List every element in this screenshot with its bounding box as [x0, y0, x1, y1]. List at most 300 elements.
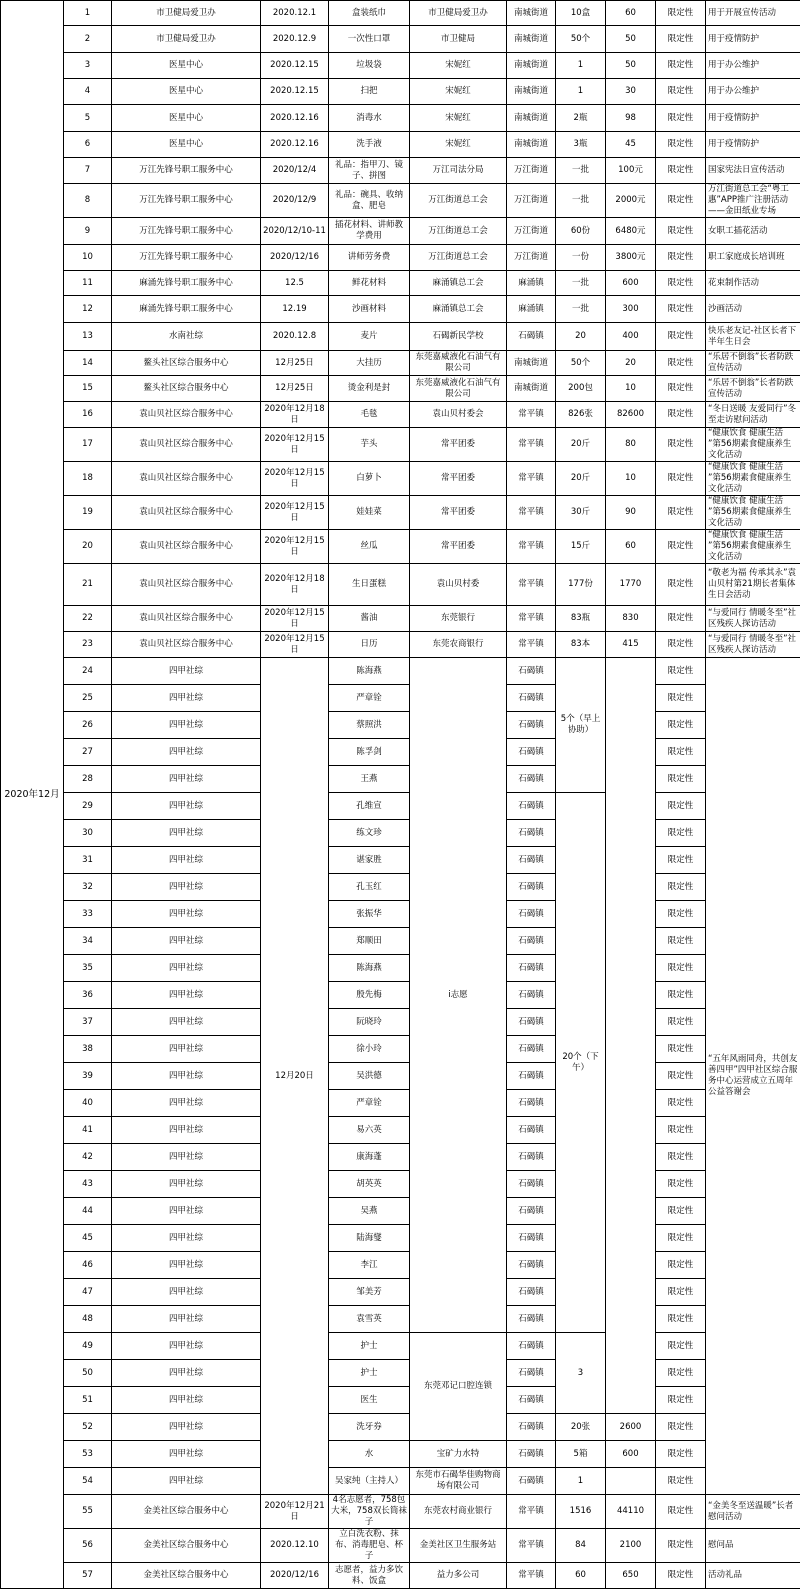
type-cell: 限定性: [656, 1387, 706, 1414]
qty-cell: 826张: [556, 402, 606, 428]
purpose-cell: 活动礼品: [706, 1563, 800, 1589]
no-cell: 33: [64, 901, 112, 928]
qty-cell: 60份: [556, 218, 606, 245]
no-cell: 55: [64, 1495, 112, 1529]
table-row: [1, 1529, 800, 1563]
date-cell: 2020年12月18日: [261, 402, 329, 428]
no-cell: 40: [64, 1090, 112, 1117]
date-cell: 2020.12.1: [261, 1, 329, 26]
unit-cell: 四甲社综: [112, 1414, 261, 1441]
town-cell: 南城街道: [507, 376, 556, 402]
type-cell: 限定性: [656, 402, 706, 428]
table-row: [1, 1036, 800, 1063]
item-cell: 殷先梅: [329, 982, 410, 1009]
qty-cell: 1: [556, 79, 606, 105]
donor-cell: 常平团委: [410, 530, 507, 564]
donor-cell: 万江司法分局: [410, 158, 507, 184]
item-cell: 严章铨: [329, 685, 410, 712]
month-cell: 2020年12月: [1, 1, 64, 1589]
no-cell: 4: [64, 79, 112, 105]
town-cell: 常平镇: [507, 1563, 556, 1589]
town-cell: 常平镇: [507, 564, 556, 606]
table-row: [1, 26, 800, 53]
type-cell: 限定性: [656, 564, 706, 606]
unit-cell: 四甲社综: [112, 1144, 261, 1171]
item-cell: 白萝卜: [329, 462, 410, 496]
qty-cell: 10盒: [556, 1, 606, 26]
table-row: [1, 847, 800, 874]
amount-cell: 60: [606, 530, 656, 564]
date-cell: 12月25日: [261, 351, 329, 376]
table-row: [1, 530, 800, 564]
town-cell: 石碣镇: [507, 1279, 556, 1306]
type-cell: 限定性: [656, 1306, 706, 1333]
no-cell: 16: [64, 402, 112, 428]
qty-cell: 60: [556, 1563, 606, 1589]
table-row: [1, 1225, 800, 1252]
item-cell: 郑顺田: [329, 928, 410, 955]
type-cell: 限定性: [656, 271, 706, 296]
unit-cell: 四甲社综: [112, 739, 261, 766]
date-cell: 2020年12月15日: [261, 632, 329, 658]
no-cell: 17: [64, 428, 112, 462]
table-body: [1, 1, 800, 1589]
unit-cell: 袁山贝社区综合服务中心: [112, 462, 261, 496]
qty-cell: 84: [556, 1529, 606, 1563]
type-cell: 限定性: [656, 874, 706, 901]
town-cell: 石碣镇: [507, 1225, 556, 1252]
town-cell: 常平镇: [507, 1495, 556, 1529]
unit-cell: 金美社区综合服务中心: [112, 1529, 261, 1563]
type-cell: 限定性: [656, 1171, 706, 1198]
town-cell: 石碣镇: [507, 1414, 556, 1441]
type-cell: 限定性: [656, 323, 706, 351]
donor-cell: 万江街道总工会: [410, 245, 507, 271]
no-cell: 44: [64, 1198, 112, 1225]
town-cell: 石碣镇: [507, 1171, 556, 1198]
town-cell: 石碣镇: [507, 766, 556, 793]
amount-cell: 80: [606, 428, 656, 462]
type-cell: 限定性: [656, 1333, 706, 1360]
town-cell: 常平镇: [507, 428, 556, 462]
purpose-cell: 花束制作活动: [706, 271, 800, 296]
unit-cell: 四甲社综: [112, 1441, 261, 1468]
qty-cell: 20: [556, 323, 606, 351]
amount-cell: 415: [606, 632, 656, 658]
item-cell: 洗手液: [329, 132, 410, 158]
amount-cell: 82600: [606, 402, 656, 428]
no-cell: 21: [64, 564, 112, 606]
qty-cell: 83瓶: [556, 606, 606, 632]
item-cell: 医生: [329, 1387, 410, 1414]
amount-cell: 44110: [606, 1495, 656, 1529]
table-row: [1, 296, 800, 323]
qty-cell: 一批: [556, 158, 606, 184]
type-cell: 限定性: [656, 955, 706, 982]
unit-cell: 万江先锋号职工服务中心: [112, 158, 261, 184]
item-cell: 阮晓玲: [329, 1009, 410, 1036]
purpose-cell: “冬日送暖 友爱同行”冬至走访慰问活动: [706, 402, 800, 428]
town-cell: 常平镇: [507, 496, 556, 530]
town-cell: 石碣镇: [507, 1441, 556, 1468]
item-cell: 陈孚剑: [329, 739, 410, 766]
item-cell: 毛毯: [329, 402, 410, 428]
town-cell: 石碣镇: [507, 1144, 556, 1171]
type-cell: 限定性: [656, 105, 706, 132]
unit-cell: 鳌头社区综合服务中心: [112, 376, 261, 402]
date-cell: 2020/12/16: [261, 1563, 329, 1589]
table-row: [1, 955, 800, 982]
amount-cell: 2100: [606, 1529, 656, 1563]
no-cell: 48: [64, 1306, 112, 1333]
table-row: [1, 564, 800, 606]
no-cell: 28: [64, 766, 112, 793]
unit-cell: 医星中心: [112, 53, 261, 79]
no-cell: 5: [64, 105, 112, 132]
purpose-cell: 用于办公维护: [706, 53, 800, 79]
item-cell: 礼品：指甲刀、镜子、拼图: [329, 158, 410, 184]
donor-cell: 常平团委: [410, 428, 507, 462]
purpose-cell: 用于疫情防护: [706, 26, 800, 53]
item-cell: 日历: [329, 632, 410, 658]
town-cell: 常平镇: [507, 462, 556, 496]
item-cell: 蔡照洪: [329, 712, 410, 739]
qty-cell: 一批: [556, 271, 606, 296]
town-cell: 常平镇: [507, 632, 556, 658]
donor-cell: i志愿: [410, 658, 507, 1333]
unit-cell: 袁山贝社区综合服务中心: [112, 496, 261, 530]
item-cell: 孔玉红: [329, 874, 410, 901]
town-cell: 石碣镇: [507, 1009, 556, 1036]
unit-cell: 袁山贝社区综合服务中心: [112, 428, 261, 462]
no-cell: 43: [64, 1171, 112, 1198]
type-cell: 限定性: [656, 79, 706, 105]
item-cell: 张振华: [329, 901, 410, 928]
qty-cell: 30斤: [556, 496, 606, 530]
type-cell: 限定性: [656, 1529, 706, 1563]
qty-cell: 20张: [556, 1414, 606, 1441]
purpose-cell: 万江街道总工会“粤工惠”APP推广注册活动——金田纸业专场: [706, 184, 800, 218]
item-cell: 胡英英: [329, 1171, 410, 1198]
item-cell: 水: [329, 1441, 410, 1468]
unit-cell: 袁山贝社区综合服务中心: [112, 632, 261, 658]
qty-cell: 5个（早上协助）: [556, 658, 606, 793]
no-cell: 34: [64, 928, 112, 955]
item-cell: 盒装纸巾: [329, 1, 410, 26]
no-cell: 3: [64, 53, 112, 79]
purpose-cell: “敬老为福 传承其永”袁山贝村第21期长者集体生日会活动: [706, 564, 800, 606]
item-cell: 鲜花材料: [329, 271, 410, 296]
table-row: [1, 874, 800, 901]
town-cell: 麻涌镇: [507, 271, 556, 296]
donor-cell: 东莞银行: [410, 606, 507, 632]
date-cell: 2020.12.8: [261, 323, 329, 351]
table-row: [1, 1306, 800, 1333]
no-cell: 39: [64, 1063, 112, 1090]
item-cell: 插花材料、讲师教学费用: [329, 218, 410, 245]
unit-cell: 四甲社综: [112, 955, 261, 982]
donor-cell: 石碣新民学校: [410, 323, 507, 351]
qty-cell: 1516: [556, 1495, 606, 1529]
purpose-cell: “五年风雨同舟，共创友善四甲”四甲社区综合服务中心运营成立五周年公益答谢会: [706, 658, 800, 1495]
no-cell: 38: [64, 1036, 112, 1063]
unit-cell: 袁山贝社区综合服务中心: [112, 402, 261, 428]
table-row: [1, 351, 800, 376]
date-cell: 12.19: [261, 296, 329, 323]
no-cell: 54: [64, 1468, 112, 1495]
purpose-cell: “金美冬至送温暖”长者慰问活动: [706, 1495, 800, 1529]
unit-cell: 万江先锋号职工服务中心: [112, 245, 261, 271]
item-cell: 严章铨: [329, 1090, 410, 1117]
town-cell: 常平镇: [507, 530, 556, 564]
amount-cell: 3800元: [606, 245, 656, 271]
unit-cell: 万江先锋号职工服务中心: [112, 184, 261, 218]
no-cell: 10: [64, 245, 112, 271]
unit-cell: 四甲社综: [112, 1468, 261, 1495]
purpose-cell: “健康饮食 健康生活 ”第56期素食健康养生文化活动: [706, 462, 800, 496]
town-cell: 南城街道: [507, 351, 556, 376]
town-cell: 石碣镇: [507, 847, 556, 874]
table-row: [1, 158, 800, 184]
type-cell: 限定性: [656, 820, 706, 847]
unit-cell: 四甲社综: [112, 901, 261, 928]
table-row: [1, 1360, 800, 1387]
qty-cell: 200包: [556, 376, 606, 402]
qty-cell: 20斤: [556, 462, 606, 496]
type-cell: 限定性: [656, 1, 706, 26]
type-cell: 限定性: [656, 1279, 706, 1306]
table-row: [1, 820, 800, 847]
amount-cell: 50: [606, 53, 656, 79]
unit-cell: 四甲社综: [112, 820, 261, 847]
item-cell: 酱油: [329, 606, 410, 632]
amount-cell: 30: [606, 79, 656, 105]
type-cell: 限定性: [656, 1441, 706, 1468]
type-cell: 限定性: [656, 1414, 706, 1441]
town-cell: 万江街道: [507, 218, 556, 245]
type-cell: 限定性: [656, 462, 706, 496]
table-row: [1, 1563, 800, 1589]
table-row: [1, 218, 800, 245]
unit-cell: 四甲社综: [112, 1198, 261, 1225]
item-cell: 康海蓬: [329, 1144, 410, 1171]
table-row: [1, 712, 800, 739]
town-cell: 石碣镇: [507, 820, 556, 847]
unit-cell: 医星中心: [112, 79, 261, 105]
item-cell: 吴家纯（主持人）: [329, 1468, 410, 1495]
no-cell: 6: [64, 132, 112, 158]
table-row: [1, 271, 800, 296]
donor-cell: 宋妮红: [410, 105, 507, 132]
town-cell: 南城街道: [507, 1, 556, 26]
table-row: [1, 1414, 800, 1441]
purpose-cell: 用于开展宣传活动: [706, 1, 800, 26]
purpose-cell: 用于疫情防护: [706, 132, 800, 158]
no-cell: 23: [64, 632, 112, 658]
town-cell: 石碣镇: [507, 1036, 556, 1063]
qty-cell: 一批: [556, 296, 606, 323]
table-row: [1, 1495, 800, 1529]
amount-cell: 100元: [606, 158, 656, 184]
type-cell: 限定性: [656, 632, 706, 658]
type-cell: 限定性: [656, 685, 706, 712]
amount-cell: 90: [606, 496, 656, 530]
table-row: [1, 1, 800, 26]
table-row: [1, 323, 800, 351]
purpose-cell: 女职工插花活动: [706, 218, 800, 245]
unit-cell: 四甲社综: [112, 1306, 261, 1333]
unit-cell: 四甲社综: [112, 1117, 261, 1144]
type-cell: 限定性: [656, 496, 706, 530]
no-cell: 27: [64, 739, 112, 766]
table-row: [1, 1171, 800, 1198]
qty-cell: 15斤: [556, 530, 606, 564]
purpose-cell: 用于疫情防护: [706, 105, 800, 132]
town-cell: 石碣镇: [507, 685, 556, 712]
type-cell: 限定性: [656, 1117, 706, 1144]
donor-cell: 麻涌镇总工会: [410, 271, 507, 296]
purpose-cell: 职工家庭成长培训班: [706, 245, 800, 271]
no-cell: 29: [64, 793, 112, 820]
table-row: [1, 1198, 800, 1225]
type-cell: 限定性: [656, 658, 706, 685]
no-cell: 41: [64, 1117, 112, 1144]
town-cell: 石碣镇: [507, 739, 556, 766]
town-cell: 石碣镇: [507, 1090, 556, 1117]
item-cell: 消毒水: [329, 105, 410, 132]
item-cell: 李江: [329, 1252, 410, 1279]
no-cell: 50: [64, 1360, 112, 1387]
type-cell: 限定性: [656, 766, 706, 793]
amount-cell: 650: [606, 1563, 656, 1589]
item-cell: 礼品：碗具、收纳盒、肥皂: [329, 184, 410, 218]
table-row: [1, 658, 800, 685]
table-row: [1, 901, 800, 928]
date-cell: 2020.12.16: [261, 105, 329, 132]
type-cell: 限定性: [656, 26, 706, 53]
unit-cell: 四甲社综: [112, 928, 261, 955]
amount-cell: 10: [606, 462, 656, 496]
town-cell: 麻涌镇: [507, 296, 556, 323]
qty-cell: 20个（下午）: [556, 793, 606, 1333]
item-cell: 邹美芳: [329, 1279, 410, 1306]
no-cell: 7: [64, 158, 112, 184]
town-cell: 常平镇: [507, 402, 556, 428]
type-cell: 限定性: [656, 1468, 706, 1495]
date-cell: 2020.12.15: [261, 53, 329, 79]
no-cell: 35: [64, 955, 112, 982]
town-cell: 南城街道: [507, 105, 556, 132]
type-cell: 限定性: [656, 245, 706, 271]
donor-cell: 袁山贝村委会: [410, 402, 507, 428]
unit-cell: 袁山贝社区综合服务中心: [112, 530, 261, 564]
unit-cell: 袁山贝社区综合服务中心: [112, 564, 261, 606]
unit-cell: 四甲社综: [112, 766, 261, 793]
amount-cell: 300: [606, 296, 656, 323]
donor-cell: 宝矿力水特: [410, 1441, 507, 1468]
item-cell: 练文珍: [329, 820, 410, 847]
purpose-cell: 沙画活动: [706, 296, 800, 323]
table-row: [1, 462, 800, 496]
qty-cell: 3瓶: [556, 132, 606, 158]
type-cell: 限定性: [656, 132, 706, 158]
item-cell: 吴洪德: [329, 1063, 410, 1090]
type-cell: 限定性: [656, 793, 706, 820]
unit-cell: 四甲社综: [112, 1333, 261, 1360]
town-cell: 常平镇: [507, 606, 556, 632]
type-cell: 限定性: [656, 1225, 706, 1252]
town-cell: 石碣镇: [507, 1387, 556, 1414]
unit-cell: 市卫健局爱卫办: [112, 26, 261, 53]
date-cell: 2020年12月15日: [261, 428, 329, 462]
town-cell: 石碣镇: [507, 1252, 556, 1279]
item-cell: 芋头: [329, 428, 410, 462]
donor-cell: 市卫健局: [410, 26, 507, 53]
town-cell: 石碣镇: [507, 1360, 556, 1387]
donor-cell: 常平团委: [410, 496, 507, 530]
table-row: [1, 1144, 800, 1171]
table-row: [1, 606, 800, 632]
donor-cell: 万江街道总工会: [410, 218, 507, 245]
donor-cell: 东莞嘉威液化石油气有限公司: [410, 351, 507, 376]
type-cell: 限定性: [656, 1198, 706, 1225]
unit-cell: 四甲社综: [112, 1063, 261, 1090]
item-cell: 护士: [329, 1360, 410, 1387]
no-cell: 47: [64, 1279, 112, 1306]
amount-cell: 400: [606, 323, 656, 351]
town-cell: 石碣镇: [507, 982, 556, 1009]
amount-cell: 600: [606, 271, 656, 296]
town-cell: 石碣镇: [507, 1333, 556, 1360]
amount-cell: 2600: [606, 1414, 656, 1441]
donor-cell: 金美社区卫生服务站: [410, 1529, 507, 1563]
no-cell: 19: [64, 496, 112, 530]
type-cell: 限定性: [656, 712, 706, 739]
item-cell: 烫金利是封: [329, 376, 410, 402]
town-cell: 石碣镇: [507, 1063, 556, 1090]
date-cell: 2020.12.9: [261, 26, 329, 53]
table-row: [1, 1441, 800, 1468]
qty-cell: 一批: [556, 184, 606, 218]
item-cell: 谌家胜: [329, 847, 410, 874]
donor-cell: 万江街道总工会: [410, 184, 507, 218]
amount-cell: 45: [606, 132, 656, 158]
type-cell: 限定性: [656, 376, 706, 402]
amount-cell: 830: [606, 606, 656, 632]
type-cell: 限定性: [656, 928, 706, 955]
purpose-cell: “健康饮食 健康生活 ”第56期素食健康养生文化活动: [706, 428, 800, 462]
town-cell: 常平镇: [507, 1529, 556, 1563]
type-cell: 限定性: [656, 1495, 706, 1529]
unit-cell: 医星中心: [112, 132, 261, 158]
no-cell: 13: [64, 323, 112, 351]
no-cell: 53: [64, 1441, 112, 1468]
no-cell: 56: [64, 1529, 112, 1563]
unit-cell: 万江先锋号职工服务中心: [112, 218, 261, 245]
table-row: [1, 1090, 800, 1117]
item-cell: 志愿者，益力多饮料、饭盒: [329, 1563, 410, 1589]
qty-cell: 50个: [556, 351, 606, 376]
date-cell: 2020.12.10: [261, 1529, 329, 1563]
town-cell: 石碣镇: [507, 793, 556, 820]
donor-cell: 东莞市石碣华佳购物商场有限公司: [410, 1468, 507, 1495]
amount-cell: 6480元: [606, 218, 656, 245]
item-cell: 垃圾袋: [329, 53, 410, 79]
item-cell: 护士: [329, 1333, 410, 1360]
type-cell: 限定性: [656, 1036, 706, 1063]
no-cell: 12: [64, 296, 112, 323]
table-row: [1, 928, 800, 955]
